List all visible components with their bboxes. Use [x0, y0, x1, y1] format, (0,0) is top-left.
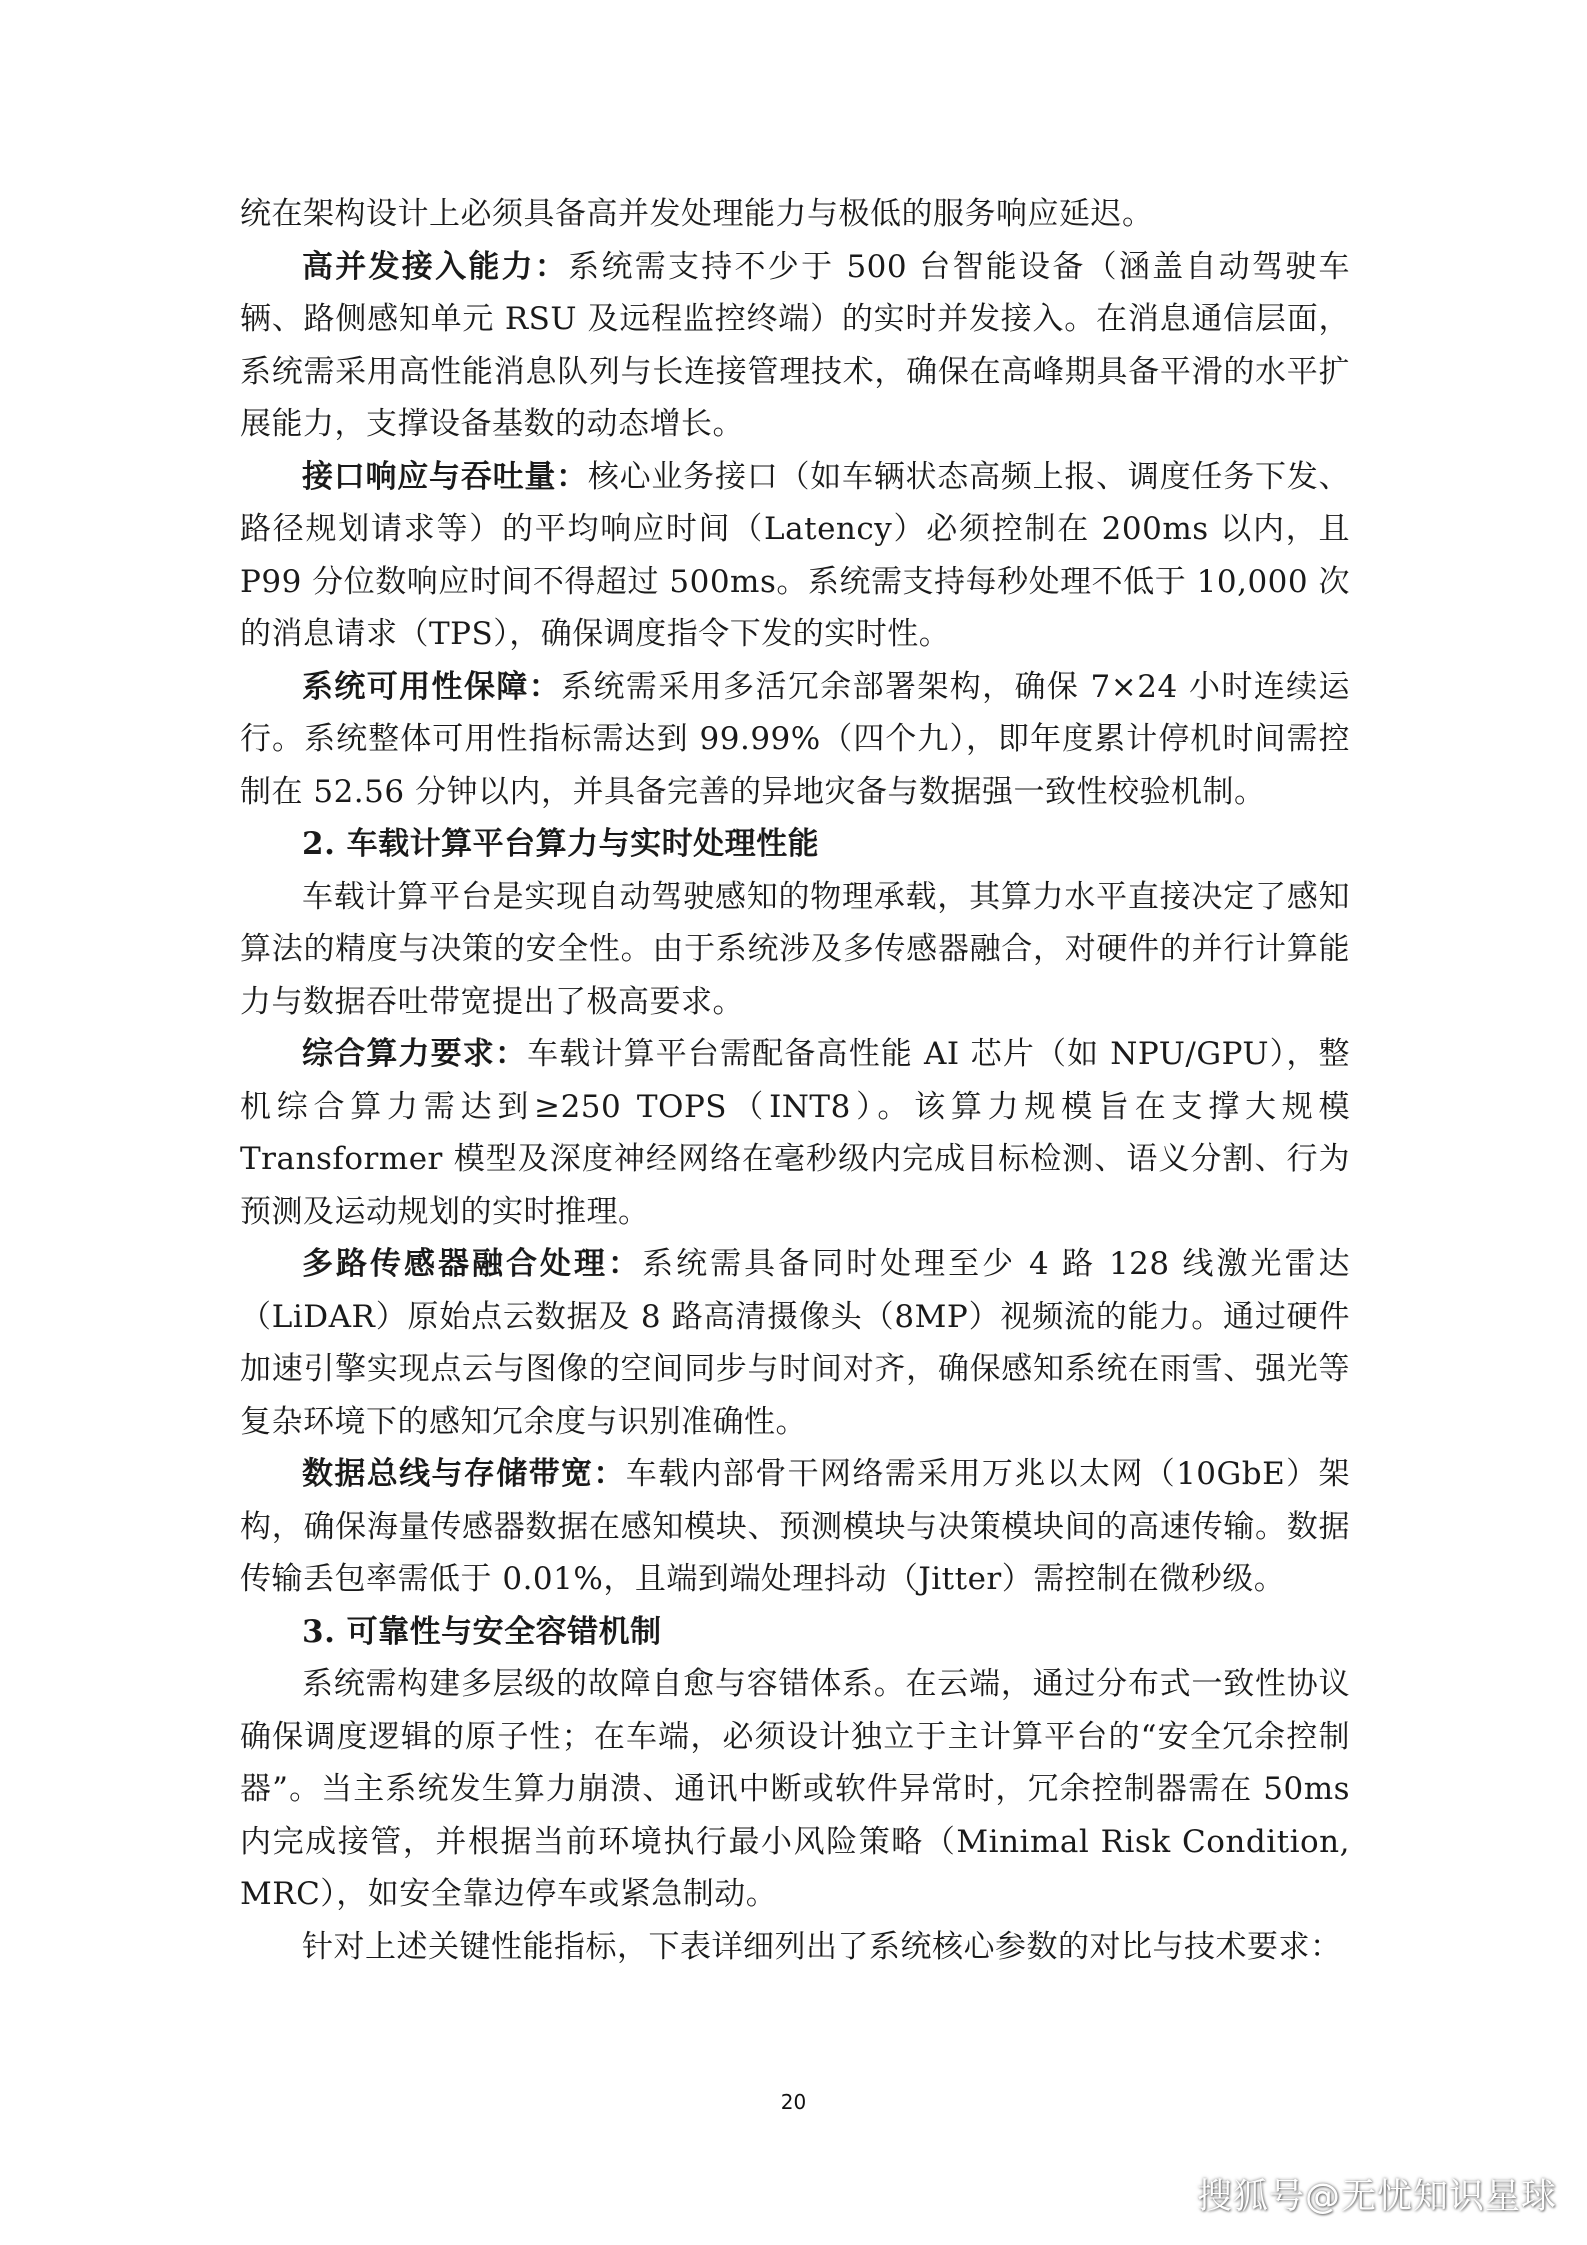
paragraph-high-concurrency: [240, 241, 1350, 451]
paragraph-title: 数据总线与存储带宽：: [302, 1456, 626, 1492]
paragraph-title: 接口响应与吞吐量：: [302, 458, 588, 495]
paragraph-title: 高并发接入能力：: [302, 248, 569, 285]
paragraph-title: 系统可用性保障：: [302, 668, 562, 705]
paragraph-title: 综合算力要求：: [302, 1036, 528, 1072]
paragraph-vehicle-platform: 车载计算平台是实现自动驾驶感知的物理承载，其算力水平直接决定了感知算法的精度与决策的安全性。由于系统涉及多传感器融合，对硬件的并行计算能力与数据吞吐带宽提出了极高要求。: [240, 878, 1350, 1020]
paragraph-compute-requirement: [240, 1028, 1350, 1238]
page-number: 20: [780, 2090, 807, 2114]
paragraph-text: 车载计算平台需配备高性能 AI 芯片（如 NPU/GPU），整机综合算力需达到≥250 TOPS（INT8）。该算力规模旨在支撑大规模 Transformer 模型及深度神经网络在毫秒级内完成目标检测、语义分割、行为预测及运动规划的实时推理。: [240, 1036, 1350, 1230]
paragraph-interface-response: [240, 451, 1350, 661]
document-body: [240, 188, 1350, 1973]
paragraph-text: 系统需具备同时处理至少 4 路 128 线激光雷达（LiDAR）原始点云数据及 8 路高清摄像头（8MP）视频流的能力。通过硬件加速引擎实现点云与图像的空间同步与时间对齐，确保感知系统在雨雪、强光等复杂环境下的感知冗余度与识别准确性。: [240, 1246, 1350, 1440]
paragraph-table-intro: 针对上述关键性能指标，下表详细列出了系统核心参数的对比与技术要求：: [302, 1928, 1342, 1965]
paragraph-text: 核心业务接口（如车辆状态高频上报、调度任务下发、路径规划请求等）的平均响应时间（Latency）必须控制在 200ms 以内，且 P99 分位数响应时间不得超过 500ms。系统需支持每秒处理不低于 10,000 次的消息请求（TPS），确保调度指令下发的实时性。: [240, 458, 1350, 652]
paragraph-text: 车载内部骨干网络需采用万兆以太网（10GbE）架构，确保海量传感器数据在感知模块、预测模块与决策模块间的高速传输。数据传输丢包率需低于 0.01%，且端到端处理抖动（Jitter）需控制在微秒级。: [240, 1456, 1351, 1597]
watermark: 搜狐号@无忧知识星球: [1196, 2177, 1557, 2217]
paragraph-sensor-fusion: [240, 1238, 1350, 1448]
section-heading-2: 2. 车载计算平台算力与实时处理性能: [302, 826, 820, 862]
paragraph-continuation: 统在架构设计上必须具备高并发处理能力与极低的服务响应延迟。: [240, 196, 1154, 232]
paragraph-text: 系统需采用多活冗余部署架构，确保 7×24 小时连续运行。系统整体可用性指标需达到 99.99%（四个九），即年度累计停机时间需控制在 52.56 分钟以内，并具备完善的异地灾备与数据强一致性校验机制。: [240, 668, 1350, 810]
paragraph-fault-tolerance: 系统需构建多层级的故障自愈与容错体系。在云端，通过分布式一致性协议确保调度逻辑的原子性；在车端，必须设计独立于主计算平台的“安全冗余控制器”。当主系统发生算力崩溃、通讯中断或软件异常时，冗余控制器需在 50ms 内完成接管，并根据当前环境执行最小风险策略（Minimal Risk Condition, MRC），如安全靠边停车或紧急制动。: [240, 1666, 1350, 1912]
paragraph-data-bus: [240, 1448, 1350, 1606]
paragraph-availability: [240, 661, 1350, 819]
section-heading-3: 3. 可靠性与安全容错机制: [302, 1613, 662, 1650]
paragraph-title: 多路传感器融合处理：: [302, 1246, 643, 1282]
paragraph-text: 系统需支持不少于 500 台智能设备（涵盖自动驾驶车辆、路侧感知单元 RSU 及远程监控终端）的实时并发接入。在消息通信层面，系统需采用高性能消息队列与长连接管理技术，确保在高峰期具备平滑的水平扩展能力，支撑设备基数的动态增长。: [240, 248, 1350, 442]
